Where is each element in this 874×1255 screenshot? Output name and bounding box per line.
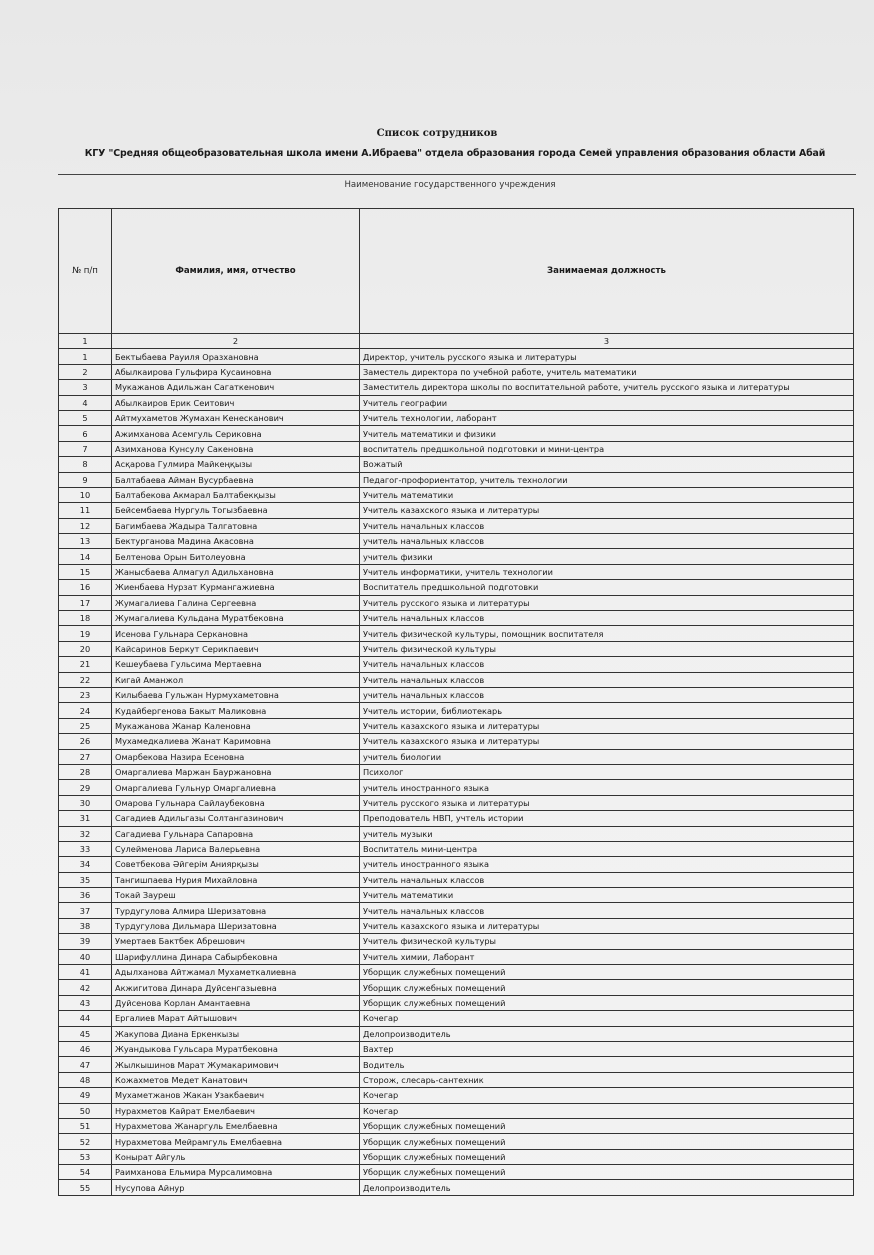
row-number: 2 bbox=[59, 364, 112, 379]
employee-position: Учитель физической культуры bbox=[360, 934, 854, 949]
row-number: 4 bbox=[59, 395, 112, 410]
row-number: 26 bbox=[59, 734, 112, 749]
table-row bbox=[59, 472, 854, 487]
table-row bbox=[59, 641, 854, 656]
employee-position: Уборщик служебных помещений bbox=[360, 1118, 854, 1133]
employee-name: Жумагалиева Кульдана Муратбековна bbox=[112, 611, 360, 626]
employee-position: Воспитатель предшкольной подготовки bbox=[360, 580, 854, 595]
table-row bbox=[59, 1026, 854, 1041]
employee-name: Нурахметов Кайрат Емелбаевич bbox=[112, 1103, 360, 1118]
row-number: 9 bbox=[59, 472, 112, 487]
row-number: 41 bbox=[59, 965, 112, 980]
row-number: 11 bbox=[59, 503, 112, 518]
employee-name: Адылханова Айтжамал Мухаметкалиевна bbox=[112, 965, 360, 980]
employee-position: учитель начальных классов bbox=[360, 534, 854, 549]
row-number: 33 bbox=[59, 841, 112, 856]
employee-position: Делопроизводитель bbox=[360, 1180, 854, 1195]
row-number: 13 bbox=[59, 534, 112, 549]
table-row bbox=[59, 1180, 854, 1195]
table-row bbox=[59, 1057, 854, 1072]
employee-position: Заместитель директора школы по воспитательной работе, учитель русского языка и литературы bbox=[360, 380, 854, 395]
table-row bbox=[59, 1088, 854, 1103]
table-row bbox=[59, 764, 854, 779]
row-number: 40 bbox=[59, 949, 112, 964]
table-header-row bbox=[59, 209, 854, 334]
employee-name: Исенова Гульнара Серкановна bbox=[112, 626, 360, 641]
employee-position: Учитель географии bbox=[360, 395, 854, 410]
table-row bbox=[59, 687, 854, 702]
row-number: 34 bbox=[59, 857, 112, 872]
employee-name: Бектыбаева Рауиля Оразхановна bbox=[112, 349, 360, 364]
table-row bbox=[59, 595, 854, 610]
row-number: 20 bbox=[59, 641, 112, 656]
table-row bbox=[59, 826, 854, 841]
employee-position: Уборщик служебных помещений bbox=[360, 980, 854, 995]
row-number: 38 bbox=[59, 918, 112, 933]
table-row bbox=[59, 995, 854, 1010]
table-row bbox=[59, 949, 854, 964]
column-number-row bbox=[59, 334, 854, 349]
employee-position: Учитель начальных классов bbox=[360, 672, 854, 687]
row-number: 8 bbox=[59, 457, 112, 472]
table-row bbox=[59, 611, 854, 626]
employee-name: Акжигитова Динара Дуйсенгазыевна bbox=[112, 980, 360, 995]
table-row bbox=[59, 580, 854, 595]
table-row bbox=[59, 888, 854, 903]
employee-name: Омаргалиева Маржан Бауржановна bbox=[112, 764, 360, 779]
employee-name: Жуандыкова Гульсара Муратбековна bbox=[112, 1041, 360, 1056]
employee-name: Айтмухаметов Жумахан Кенесканович bbox=[112, 410, 360, 425]
table-row bbox=[59, 534, 854, 549]
table-row bbox=[59, 487, 854, 502]
employee-name: Кешеубаева Гульсима Мертаевна bbox=[112, 657, 360, 672]
row-number: 24 bbox=[59, 703, 112, 718]
row-number: 16 bbox=[59, 580, 112, 595]
row-number: 15 bbox=[59, 564, 112, 579]
organization-caption: Наименование государственного учреждения bbox=[344, 180, 556, 190]
employee-name: Мухамедкалиева Жанат Каримовна bbox=[112, 734, 360, 749]
employee-name: Кожахметов Медет Канатович bbox=[112, 1072, 360, 1087]
employee-name: Турдугулова Алмира Шеризатовна bbox=[112, 903, 360, 918]
employee-position: учитель биологии bbox=[360, 749, 854, 764]
employee-name: Абылкаиров Ерик Сеитович bbox=[112, 395, 360, 410]
table-row bbox=[59, 811, 854, 826]
table-row bbox=[59, 626, 854, 641]
employee-name: Тангишпаева Нурия Михайловна bbox=[112, 872, 360, 887]
employee-position: Учитель математики и физики bbox=[360, 426, 854, 441]
employee-position: Воспитатель мини-центра bbox=[360, 841, 854, 856]
employee-position: Директор, учитель русского языка и литературы bbox=[360, 349, 854, 364]
row-number: 53 bbox=[59, 1149, 112, 1164]
employee-name: Ажимханова Асемгуль Сериковна bbox=[112, 426, 360, 441]
table-row bbox=[59, 441, 854, 456]
table-row bbox=[59, 749, 854, 764]
employee-name: Советбекова Әйгерім Аниярқызы bbox=[112, 857, 360, 872]
column-number: 3 bbox=[360, 334, 854, 349]
employee-position: Учитель истории, библиотекарь bbox=[360, 703, 854, 718]
table-row bbox=[59, 1041, 854, 1056]
row-number: 23 bbox=[59, 687, 112, 702]
employee-position: воспитатель предшкольной подготовки и мини-центра bbox=[360, 441, 854, 456]
table-row bbox=[59, 734, 854, 749]
employee-name: Кудайбергенова Бакыт Маликовна bbox=[112, 703, 360, 718]
employee-position: Делопроизводитель bbox=[360, 1026, 854, 1041]
row-number: 14 bbox=[59, 549, 112, 564]
table-row bbox=[59, 1165, 854, 1180]
employee-position: Учитель математики bbox=[360, 487, 854, 502]
column-number: 1 bbox=[59, 334, 112, 349]
employee-position: Уборщик служебных помещений bbox=[360, 1134, 854, 1149]
employee-name: Багимбаева Жадыра Талгатовна bbox=[112, 518, 360, 533]
employee-name: Балтабекова Акмарал Балтабекқызы bbox=[112, 487, 360, 502]
table-row bbox=[59, 1149, 854, 1164]
employee-name: Коныpат Айгуль bbox=[112, 1149, 360, 1164]
employee-name: Жакупова Диана Еркенкызы bbox=[112, 1026, 360, 1041]
row-number: 49 bbox=[59, 1088, 112, 1103]
employee-position: Учитель технологии, лаборант bbox=[360, 410, 854, 425]
employee-name: Мухаметжанов Жакан Узакбаевич bbox=[112, 1088, 360, 1103]
table-row bbox=[59, 672, 854, 687]
employee-position: Водитель bbox=[360, 1057, 854, 1072]
table-row bbox=[59, 518, 854, 533]
employee-name: Умертаев Бактбек Абрешович bbox=[112, 934, 360, 949]
document-title: Список сотрудников bbox=[376, 128, 498, 139]
table-row bbox=[59, 857, 854, 872]
row-number: 10 bbox=[59, 487, 112, 502]
table-row bbox=[59, 841, 854, 856]
row-number: 37 bbox=[59, 903, 112, 918]
employee-position: Учитель начальных классов bbox=[360, 611, 854, 626]
row-number: 50 bbox=[59, 1103, 112, 1118]
row-number: 54 bbox=[59, 1165, 112, 1180]
table-row bbox=[59, 503, 854, 518]
row-number: 35 bbox=[59, 872, 112, 887]
employee-name: Кайсаринов Беркут Серикпаевич bbox=[112, 641, 360, 656]
row-number: 28 bbox=[59, 764, 112, 779]
row-number: 42 bbox=[59, 980, 112, 995]
table-row bbox=[59, 780, 854, 795]
employee-name: Нурахметова Мейрамгуль Емелбаевна bbox=[112, 1134, 360, 1149]
employee-name: Нурахметова Жанаргуль Емелбаевна bbox=[112, 1118, 360, 1133]
table-row bbox=[59, 564, 854, 579]
row-number: 5 bbox=[59, 410, 112, 425]
table-row bbox=[59, 349, 854, 364]
header-num: № п/п bbox=[59, 209, 112, 334]
table-row bbox=[59, 1072, 854, 1087]
row-number: 45 bbox=[59, 1026, 112, 1041]
row-number: 30 bbox=[59, 795, 112, 810]
employee-position: Сторож, слесарь-сантехник bbox=[360, 1072, 854, 1087]
employee-name: Дуйсенова Корлан Амантаевна bbox=[112, 995, 360, 1010]
header-position: Занимаемая должность bbox=[360, 209, 854, 334]
table-row bbox=[59, 380, 854, 395]
employee-name: Жумагалиева Галина Сергеевна bbox=[112, 595, 360, 610]
row-number: 52 bbox=[59, 1134, 112, 1149]
table-row bbox=[59, 410, 854, 425]
employee-position: Вожатый bbox=[360, 457, 854, 472]
table-row bbox=[59, 872, 854, 887]
row-number: 44 bbox=[59, 1011, 112, 1026]
employee-position: Заместель директора по учебной работе, учитель математики bbox=[360, 364, 854, 379]
employee-name: Азимханова Кунсулу Сакеновна bbox=[112, 441, 360, 456]
table-row bbox=[59, 1134, 854, 1149]
employee-position: Уборщик служебных помещений bbox=[360, 1165, 854, 1180]
employee-name: Шарифуллина Динара Сабырбековна bbox=[112, 949, 360, 964]
organization-name: КГУ "Средняя общеобразовательная школа имени А.Ибраева" отдела образования города Семей управления образования области Абай bbox=[84, 148, 826, 159]
column-number: 2 bbox=[112, 334, 360, 349]
employee-name: Жылкышинов Марат Жумакаримович bbox=[112, 1057, 360, 1072]
employee-name: Бектурганова Мадина Акасовна bbox=[112, 534, 360, 549]
table-row bbox=[59, 549, 854, 564]
table-row bbox=[59, 364, 854, 379]
employee-name: Жиенбаева Нурзат Курмангажиевна bbox=[112, 580, 360, 595]
employee-name: Абылкаирова Гульфира Кусаиновна bbox=[112, 364, 360, 379]
table-row bbox=[59, 795, 854, 810]
employee-position: Учитель казахского языка и литературы bbox=[360, 734, 854, 749]
employee-name: Мукажанова Жанар Каленовна bbox=[112, 718, 360, 733]
row-number: 18 bbox=[59, 611, 112, 626]
employee-position: учитель начальных классов bbox=[360, 687, 854, 702]
employee-position: Кочегар bbox=[360, 1103, 854, 1118]
employee-position: Учитель физической культуры bbox=[360, 641, 854, 656]
employee-name: Жанысбаева Алмагул Адильхановна bbox=[112, 564, 360, 579]
table-row bbox=[59, 657, 854, 672]
employee-name: Асқарова Гулмира Майкеңқызы bbox=[112, 457, 360, 472]
row-number: 51 bbox=[59, 1118, 112, 1133]
employee-position: Преподователь НВП, учтель истории bbox=[360, 811, 854, 826]
employee-name: Омаргалиева Гульнур Омаргалиевна bbox=[112, 780, 360, 795]
employee-position: Учитель русского языка и литературы bbox=[360, 595, 854, 610]
employee-position: Учитель математики bbox=[360, 888, 854, 903]
employee-position: Уборщик служебных помещений bbox=[360, 965, 854, 980]
table-row bbox=[59, 918, 854, 933]
employee-position: Учитель казахского языка и литературы bbox=[360, 503, 854, 518]
employee-name: Кигай Аманжол bbox=[112, 672, 360, 687]
employee-position: Уборщик служебных помещений bbox=[360, 995, 854, 1010]
table-body bbox=[59, 349, 854, 1195]
employee-name: Сагадиев Адильгазы Солтангазинович bbox=[112, 811, 360, 826]
table-row bbox=[59, 718, 854, 733]
employee-position: Вахтер bbox=[360, 1041, 854, 1056]
employee-position: Психолог bbox=[360, 764, 854, 779]
employee-position: Учитель информатики, учитель технологии bbox=[360, 564, 854, 579]
employee-position: учитель музыки bbox=[360, 826, 854, 841]
table-row bbox=[59, 934, 854, 949]
employee-name: Сагадиева Гульнара Сапаровна bbox=[112, 826, 360, 841]
table-row bbox=[59, 457, 854, 472]
row-number: 48 bbox=[59, 1072, 112, 1087]
employee-position: учитель иностранного языка bbox=[360, 780, 854, 795]
table-row bbox=[59, 980, 854, 995]
row-number: 43 bbox=[59, 995, 112, 1010]
employee-name: Ергалиев Марат Айтышович bbox=[112, 1011, 360, 1026]
row-number: 1 bbox=[59, 349, 112, 364]
row-number: 22 bbox=[59, 672, 112, 687]
table-row bbox=[59, 703, 854, 718]
row-number: 47 bbox=[59, 1057, 112, 1072]
row-number: 32 bbox=[59, 826, 112, 841]
employee-name: Белтенова Орын Битолеуовна bbox=[112, 549, 360, 564]
employee-position: Учитель казахского языка и литературы bbox=[360, 718, 854, 733]
employee-name: Нусупова Айнур bbox=[112, 1180, 360, 1195]
employee-name: Омарбекова Назира Есеновна bbox=[112, 749, 360, 764]
employee-position: учитель иностранного языка bbox=[360, 857, 854, 872]
row-number: 3 bbox=[59, 380, 112, 395]
employee-position: Учитель химии, Лаборант bbox=[360, 949, 854, 964]
table-row bbox=[59, 965, 854, 980]
employee-name: Токай Зауреш bbox=[112, 888, 360, 903]
row-number: 39 bbox=[59, 934, 112, 949]
employee-position: Кочегар bbox=[360, 1011, 854, 1026]
table-row bbox=[59, 903, 854, 918]
employee-name: Сулейменова Лариса Валерьевна bbox=[112, 841, 360, 856]
table-row bbox=[59, 395, 854, 410]
employee-position: Уборщик служебных помещений bbox=[360, 1149, 854, 1164]
employee-position: Учитель начальных классов bbox=[360, 657, 854, 672]
header-name: Фамилия, имя, отчество bbox=[112, 209, 360, 334]
employee-position: Педагог-профориентатор, учитель технологии bbox=[360, 472, 854, 487]
employee-position: Учитель начальных классов bbox=[360, 903, 854, 918]
row-number: 29 bbox=[59, 780, 112, 795]
employee-position: Учитель физической культуры, помощник воспитателя bbox=[360, 626, 854, 641]
employee-name: Балтабаева Айман Вусурбаевна bbox=[112, 472, 360, 487]
table-row bbox=[59, 1011, 854, 1026]
row-number: 25 bbox=[59, 718, 112, 733]
employee-position: Учитель начальных классов bbox=[360, 872, 854, 887]
row-number: 27 bbox=[59, 749, 112, 764]
row-number: 55 bbox=[59, 1180, 112, 1195]
table-row bbox=[59, 1118, 854, 1133]
employee-name: Мукажанов Адильжан Сагаткенович bbox=[112, 380, 360, 395]
row-number: 46 bbox=[59, 1041, 112, 1056]
row-number: 36 bbox=[59, 888, 112, 903]
employee-name: Бейсембаева Нургуль Тогызбаевна bbox=[112, 503, 360, 518]
table-row bbox=[59, 426, 854, 441]
row-number: 17 bbox=[59, 595, 112, 610]
employee-position: Кочегар bbox=[360, 1088, 854, 1103]
organization-underline bbox=[58, 174, 856, 175]
employee-name: Раимханова Ельмира Мурсалимовна bbox=[112, 1165, 360, 1180]
employee-position: учитель физики bbox=[360, 549, 854, 564]
row-number: 7 bbox=[59, 441, 112, 456]
employee-position: Учитель русского языка и литературы bbox=[360, 795, 854, 810]
employee-name: Омарова Гульнара Сайлаубековна bbox=[112, 795, 360, 810]
employee-name: Турдугулова Дильмара Шеризатовна bbox=[112, 918, 360, 933]
row-number: 12 bbox=[59, 518, 112, 533]
row-number: 21 bbox=[59, 657, 112, 672]
row-number: 6 bbox=[59, 426, 112, 441]
table-row bbox=[59, 1103, 854, 1118]
row-number: 19 bbox=[59, 626, 112, 641]
row-number: 31 bbox=[59, 811, 112, 826]
employee-position: Учитель начальных классов bbox=[360, 518, 854, 533]
staff-table bbox=[58, 208, 854, 1196]
employee-name: Килыбаева Гульжан Нурмухаметовна bbox=[112, 687, 360, 702]
employee-position: Учитель казахского языка и литературы bbox=[360, 918, 854, 933]
